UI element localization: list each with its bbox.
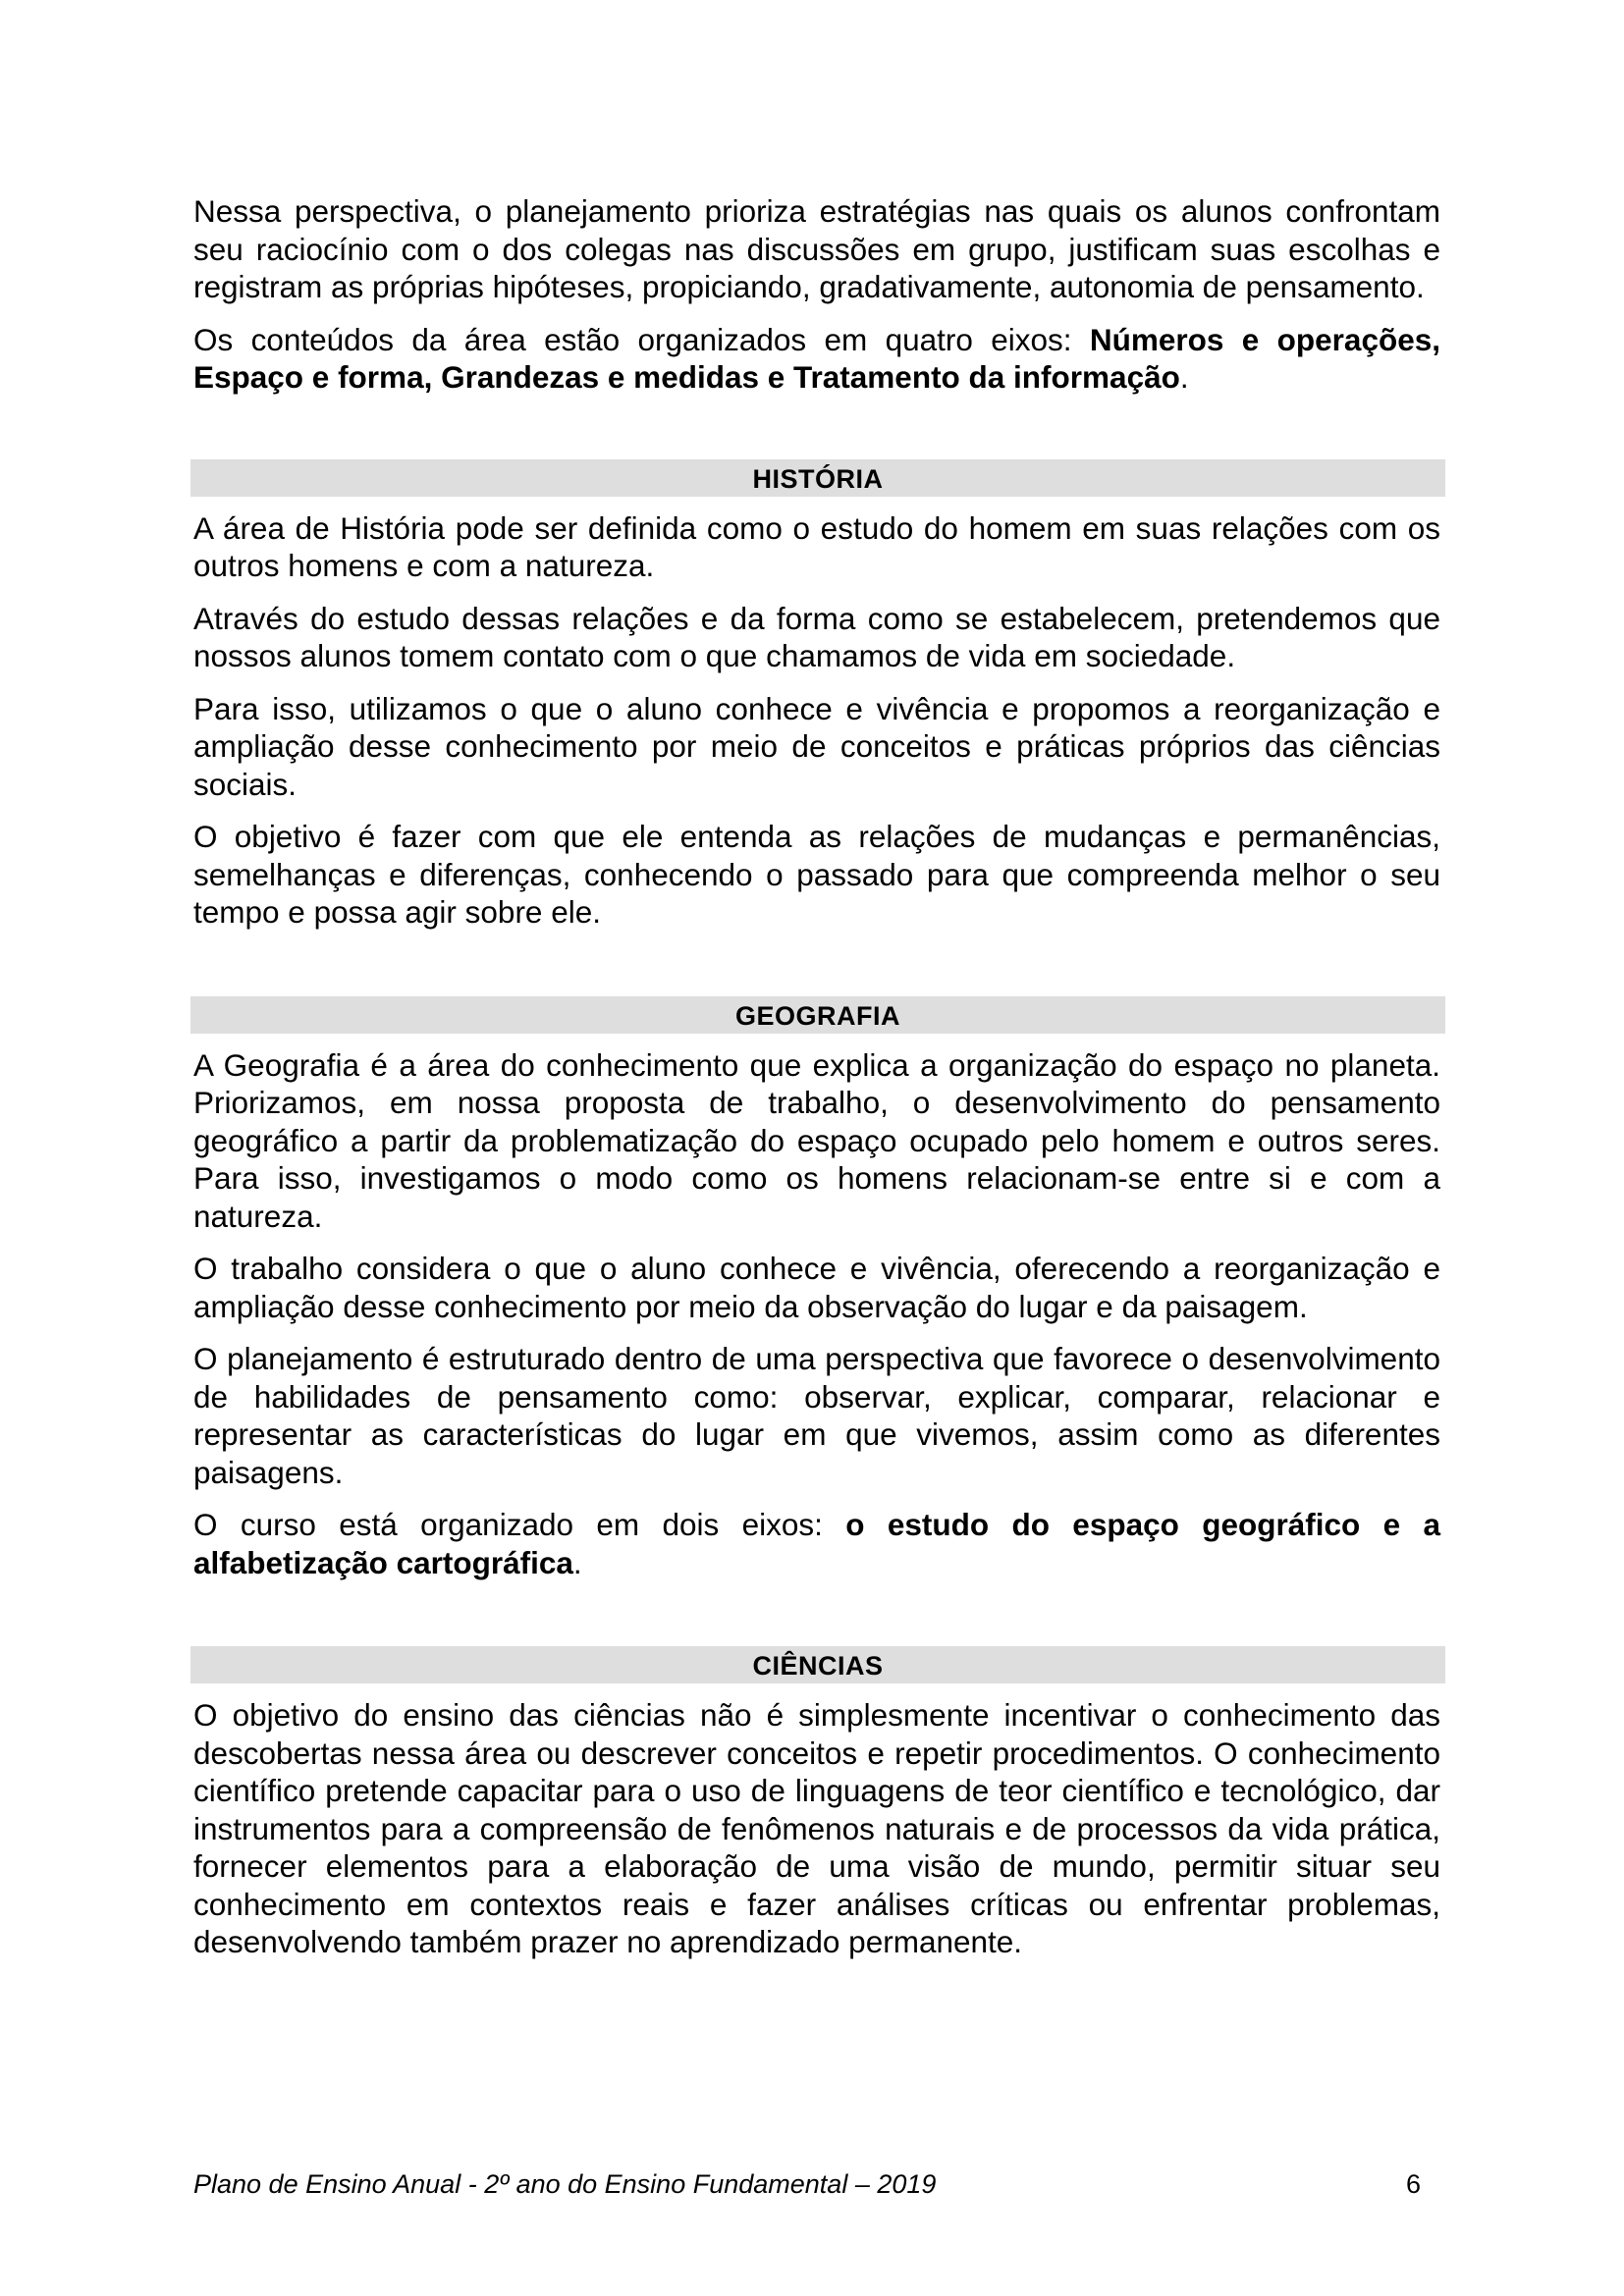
footer-text: Plano de Ensino Anual - 2º ano do Ensino Fundamental – 2019 [193, 2169, 937, 2199]
section-heading-geografia: GEOGRAFIA [190, 996, 1445, 1034]
intro-paragraph-1: Nessa perspectiva, o planejamento prioriza estratégias nas quais os alunos confrontam seu raciocínio com o dos colegas nas discussões em grupo, justificam suas escolhas e registram as próprias hipóteses, propiciando, gradativamente, autonomia de pensamento. [193, 193, 1440, 304]
geografia-paragraph-4-start: O curso está organizado em dois eixos: [193, 1507, 846, 1542]
geografia-paragraph-4 [193, 1506, 1440, 1581]
historia-paragraph-1: A área de História pode ser definida como o estudo do homem em suas relações com os outros homens e com a natureza. [193, 509, 1440, 583]
intro-paragraph-2-end: . [1179, 359, 1189, 395]
ciencias-paragraph-1: O objetivo do ensino das ciências não é simplesmente incentivar o conhecimento das descobertas nessa área ou descrever conceitos e repetir procedimentos. O conhecimento científico pretende capacitar para o uso de linguagens de teor científico e tecnológico, dar instrumentos para a compreensão de fenômenos naturais e de processos da vida prática, fornecer elementos para a elaboração de uma visão de mundo, permitir situar seu conhecimento em contextos reais e fazer análises críticas ou enfrentar problemas, desenvolvendo também prazer no aprendizado permanente. [193, 1697, 1440, 1959]
historia-paragraph-3: Para isso, utilizamos o que o aluno conhece e vivência e propomos a reorganização e ampliação desse conhecimento por meio de conceitos e práticas próprios das ciências sociais. [193, 690, 1440, 802]
geografia-axes-bold: o estudo do espaço geográfico e a alfabetização cartográfica [193, 1507, 1440, 1580]
intro-axes-bold: Números e operações, Espaço e forma, Grandezas e medidas e Tratamento da informação [193, 321, 1440, 395]
geografia-paragraph-1: A Geografia é a área do conhecimento que explica a organização do espaço no planeta. Priorizamos, em nossa proposta de trabalho, o desenvolvimento do pensamento geográfico a partir da problematização do espaço ocupado pelo homem e outros seres. Para isso, investigamos o modo como os homens relacionam-se entre si e com a natureza. [193, 1046, 1440, 1234]
section-heading-ciencias: CIÊNCIAS [190, 1646, 1445, 1683]
historia-paragraph-2: Através do estudo dessas relações e da forma como se estabelecem, pretendemos que nossos alunos tomem contato com o que chamamos de vida em sociedade. [193, 600, 1440, 673]
geografia-paragraph-2: O trabalho considera o que o aluno conhece e vivência, oferecendo a reorganização e ampliação desse conhecimento por meio da observação do lugar e da paisagem. [193, 1251, 1440, 1324]
page-number: 6 [1405, 2169, 1421, 2199]
geografia-paragraph-3: O planejamento é estruturado dentro de uma perspectiva que favorece o desenvolvimento de habilidades de pensamento como: observar, explicar, comparar, relacionar e representar as características do lugar em que vivemos, assim como as diferentes paisagens. [193, 1341, 1440, 1490]
page-footer [193, 2167, 1440, 2201]
intro-paragraph-2-start: Os conteúdos da área estão organizados em quatro eixos: [193, 321, 1090, 357]
intro-paragraph-2 [193, 321, 1440, 397]
geografia-paragraph-4-end: . [572, 1544, 582, 1580]
section-heading-historia: HISTÓRIA [190, 459, 1445, 497]
page-content [193, 192, 1440, 1976]
historia-paragraph-4: O objetivo é fazer com que ele entenda as relações de mudanças e permanências, semelhanças e diferenças, conhecendo o passado para que compreenda melhor o seu tempo e possa agir sobre ele. [193, 819, 1440, 930]
